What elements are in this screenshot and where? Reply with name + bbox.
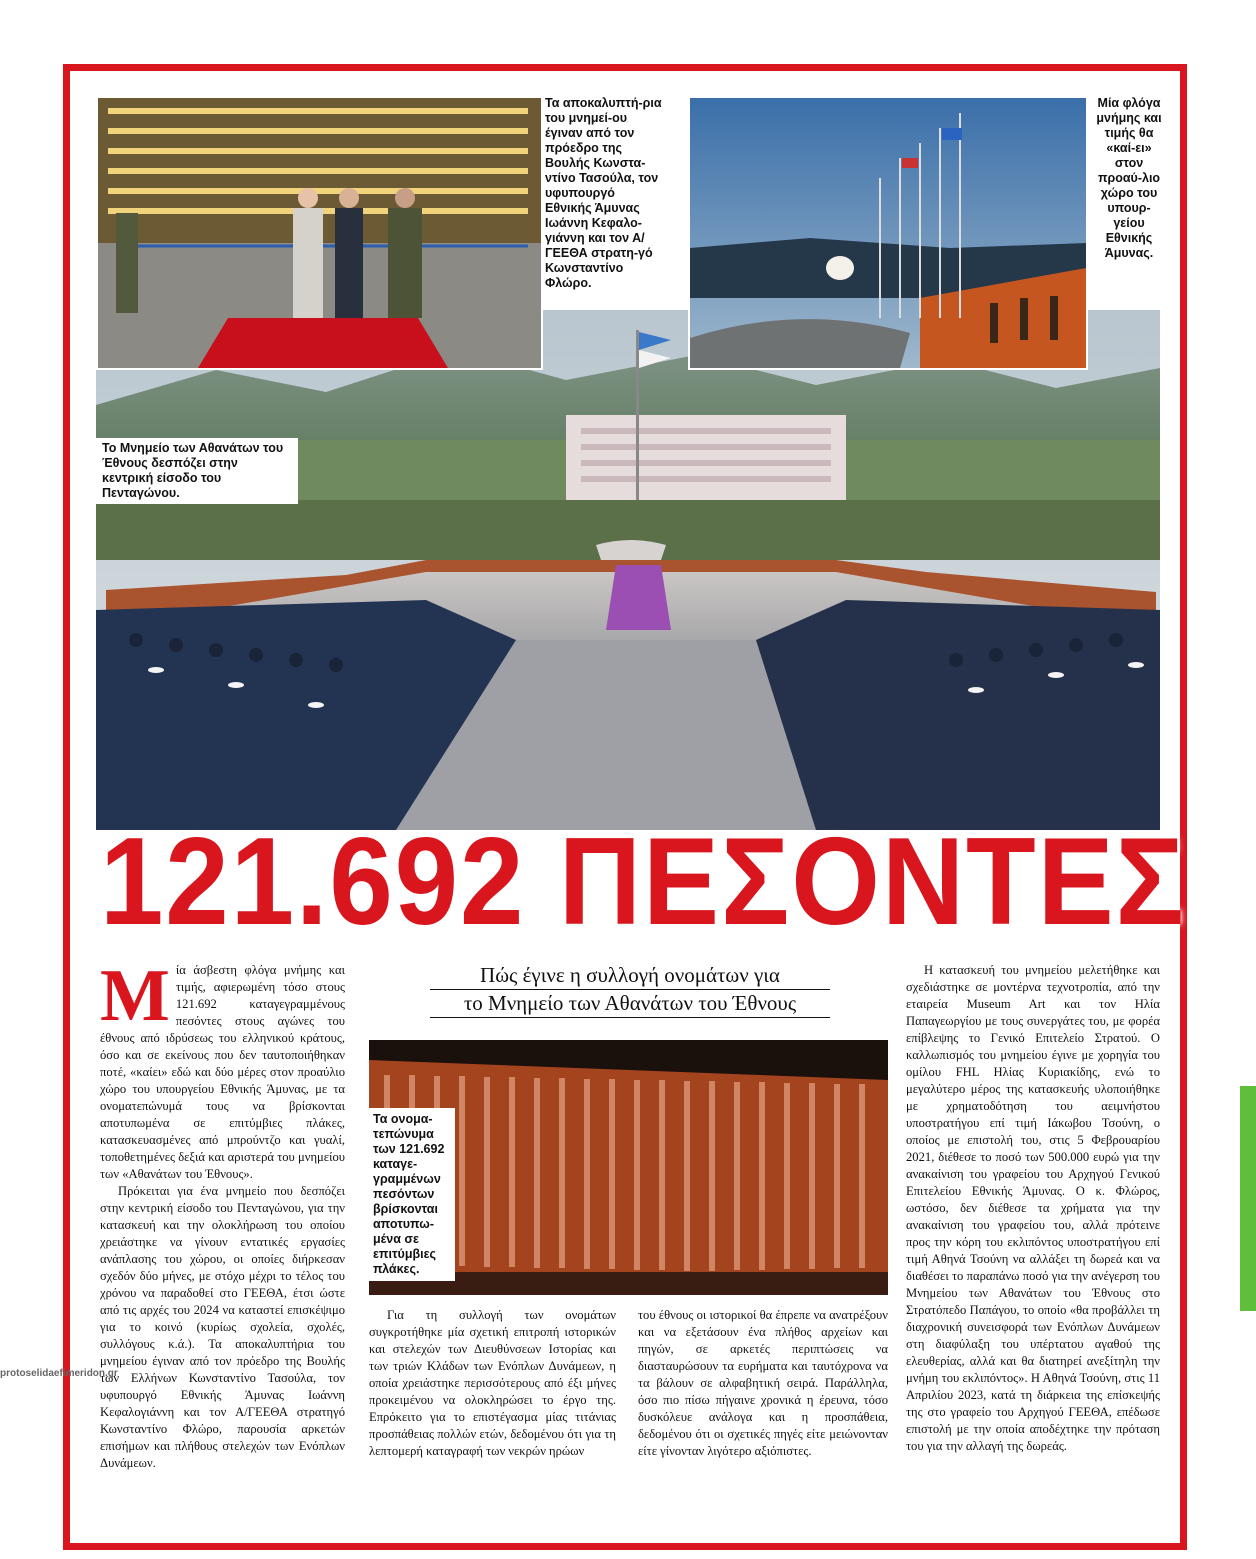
article-paragraph-1: ία άσβεστη φλόγα μνήμης και τιμής, αφιερωμένη τόσο στους 121.692 καταγεγραμμένους πεσόντες στους αγώνες του έθνους από ιδρύσεως του ελληνικού κράτους, όσο και σε εκείνους που δεν ταυτοποιήθηκαν ποτέ, «καίει» εδώ και δύο μέρες στον προαύλιο χώρο του υπουργείου Εθνικής Άμυνας, με τα ονοματεπώνυμά τους να βρίσκονται αποτυπωμένα σε επιτύμβιες πλάκες, κατασκευασμένες από μπρούντζο και γυαλί, τοποθετημένες δεξιά και αριστερά του μνημείου των «Αθανάτων του Έθνους». [100,963,345,1181]
article-paragraph-5: Η κατασκευή του μνημείου μελετήθηκε και σχεδιάστηκε σε μοντέρνα τεχνοτροπία, από την εταιρεία Museum Art και τον Ηλία Παπαγεωργίου με τους συνεργάτες του, με φορέα επίβλεψης το Γενικό Επιτελείο Στρατού. Ο καλλωπισμός του μνημείου έγινε με χορηγία του ομίλου FHL Ηλίας Κυριακίδης, ενώ το μεγαλύτερο μέρος της κατασκευής υλοποιήθηκε με χρηματοδότηση του αειμνήστου υποστρατήγου επί τιμή Ιάκωβου Τσούνη, ο οποίος με επιστολή του, στις 5 Φεβρουαρίου 2021, διέθεσε το ποσό των 500.000 ευρώ για την ανακαίνιση του γραφείου του Αρχηγού Γενικού Επιτελείου Εθνικής Άμυνας. Ο κ. Φλώρος, ωστόσο, δεν διέθεσε τα χρήματα για την ανακαίνιση του γραφείου του, αλλά πρότεινε προς την κόρη του εκλιπόντος υποστρατήγου επί τιμή Αθηνά Τσούνη να αλλάξει τη δωρεά και να διαθέσει το παραπάνω ποσό για την ανέγερση του Μνημείου των Αθανάτων του Έθνους στο Στρατόπεδο Παπάγου, το οποίο «θα προβάλλει τη διαχρονική συνεισφορά των Ενόπλων Δυνάμεων στη διαφύλαξη του υπέρτατου αγαθού της ελευθερίας, αλλά και θα διατηρεί ανεξίτηλη την μνήμη του εκλιπόντος». Η Αθηνά Τσούνη, στις 11 Απριλίου 2023, κατά τη διάρκεια της επίσκεψής της στο γραφείο του Αρχηγού ΓΕΕΘΑ, επέδωσε επιστολή με την οποία αποδέχτηκε την πρόταση του για την αλλαγή της δωρεάς. [906,963,1160,1453]
photo-ribbon-cutting [96,96,543,370]
watermark: protoselidaefimeridon.gr [0,1368,118,1379]
section-tab [1240,1086,1256,1311]
photo-eternal-flame [688,96,1088,370]
article-column-1 [100,955,345,1472]
subheadline [430,962,830,1018]
article-column-2 [369,1307,616,1460]
subheadline-line2: το Μνημείο των Αθανάτων του Έθνους [430,990,830,1018]
dropcap: Μ [100,955,170,1037]
caption-eternal-flame: Μία φλόγα μνήμης και τιμής θα «καί-ει» στον προαύ-λιο χώρο του υπουρ-γείου Εθνικής Άμυνας. [1096,96,1162,260]
caption-main-photo: Το Μνημείο των Αθανάτων του Έθνους δεσπόζει στην κεντρική είσοδο του Πενταγώνου. [96,438,298,504]
main-photo-memorial [96,310,1160,830]
article-paragraph-3: Για τη συλλογή των ονομάτων συγκροτήθηκε μία σχετική επιτροπή ιστορικών και στελεχών των Διευθύνσεων Ιστορίας και των τριών Κλάδων των Ενόπλων Δυνάμεων, η οποία χρειάστηκε περισσότερους από έξι μήνες προκειμένου να ολοκληρώσει το έργο της. Επρόκειτο για το επιστέγασμα μίας τιτάνιας προσπάθειας πολλών ετών, δεδομένου ότι για τη λεπτομερή καταγραφή των νεκρών ηρώων [369,1308,616,1458]
caption-ribbon-cutting: Τα αποκαλυπτή-ρια του μνημεί-ου έγιναν από τον πρόεδρο της Βουλής Κωνστα-ντίνο Τασούλα, τον υφυπουργό Εθνικής Άμυνας Ιωάννη Κεφαλο-γιάννη και τον Α/ ΓΕΕΘΑ στρατη-γό Κωνσταντίνο Φλώρο. [545,96,662,290]
subheadline-line1: Πώς έγινε η συλλογή ονομάτων για [430,962,830,990]
article-column-3 [638,1307,888,1460]
caption-names-wall: Τα ονομα-τεπώνυμα των 121.692 καταγε-γραμμένων πεσόντων βρίσκονται αποτυπω-μένα σε επιτύμβιες πλάκες. [369,1108,455,1281]
article-column-4 [906,962,1160,1455]
article-paragraph-2: Πρόκειται για ένα μνημείο που δεσπόζει στην κεντρική είσοδο του Πενταγώνου, για την κατασκευή και την ολοκλήρωση του οποίου χρειάστηκε να γίνουν εντατικές εργασίες ανάπλασης του χώρου, οι οποίες διήρκεσαν σχεδόν δύο μήνες, με στόχο μέχρι το τέλος του χρόνου να παραδοθεί στο ΓΕΕΘΑ, έτσι ώστε από τις αρχές του 2024 να καταστεί επισκέψιμο για το κοινό (κυρίως σχολεία, σχολές, συλλόγους κ.ά.). Τα αποκαλυπτήρια του μνημείου έγιναν από τον πρόεδρο της Βουλής των Ελλήνων Κωνσταντίνο Τασούλα, τον υφυπουργό Εθνικής Άμυνας Ιωάννη Κεφαλογιάννη και τον Α/ΓΕΕΘΑ στρατηγό Κωνσταντίνο Φλώρο, παρουσία αρκετών επισήμων και πλήθους στελεχών των Ενόπλων Δυνάμεων. [100,1184,345,1470]
headline: 121.692 ΠΕΣΟΝΤΕΣ [100,813,1186,951]
article-paragraph-4: του έθνους οι ιστορικοί θα έπρεπε να ανατρέξουν και να εξετάσουν ένα πλήθος αρχείων και πηγών, σε αρκετές περιπτώσεις να διασταυρώσουν τα ευρήματα και ταυτόχρονα να τα βάλουν σε αλφαβητική σειρά. Παράλληλα, όσο πιο πίσω πήγαινε χρονικά η έρευνα, τόσο δυσκόλευε ανάλογα και η προσπάθεια, δεδομένου ότι οι σχετικές πηγές είτε μειώνονταν είτε γίνονταν λιγότερο αξιόπιστες. [638,1308,888,1458]
